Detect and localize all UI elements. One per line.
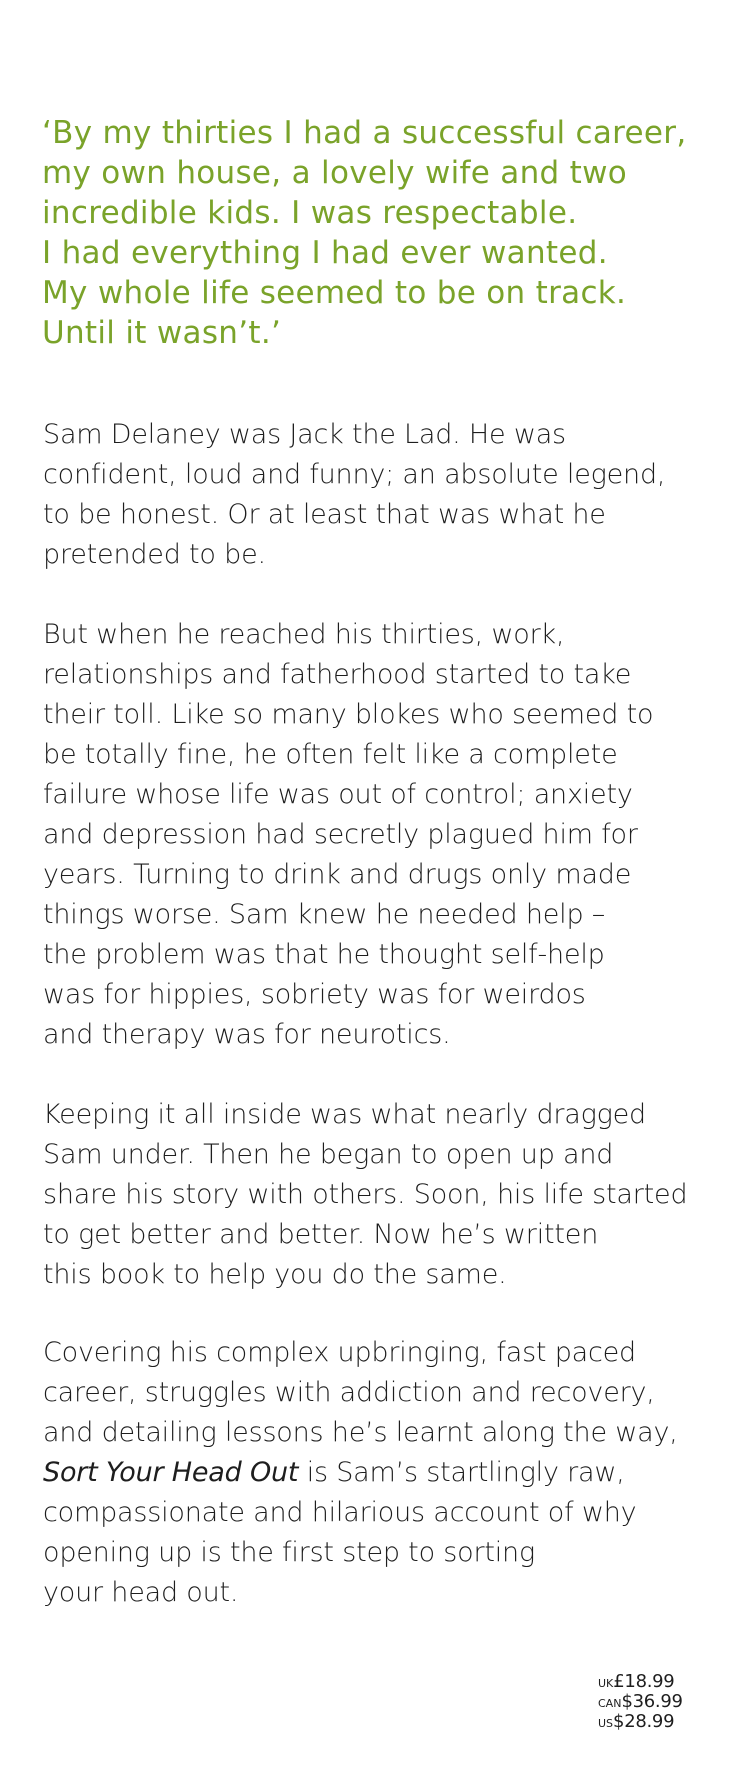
text-line: this book to help you do the same. bbox=[43, 1259, 507, 1290]
text-line: Keeping it all inside was what nearly dragged bbox=[43, 1099, 646, 1130]
text-line: their toll. Like so many blokes who seemed to bbox=[43, 699, 654, 730]
text-line: to get better and better. Now he’s written bbox=[43, 1219, 599, 1250]
text-line: share his story with others. Soon, his life started bbox=[43, 1179, 688, 1210]
pull-quote bbox=[42, 113, 722, 353]
text-line: to be honest. Or at least that was what he bbox=[43, 499, 606, 530]
blurb-paragraph-2 bbox=[43, 615, 723, 1055]
text-line: compassionate and hilarious account of why bbox=[43, 1497, 637, 1528]
quote-line: I had everything I had ever wanted. bbox=[42, 235, 608, 271]
text-line: career, struggles with addiction and recovery, bbox=[43, 1377, 655, 1408]
price-region: CAN bbox=[598, 1697, 622, 1710]
price-block bbox=[598, 1672, 683, 1732]
price-region: UK bbox=[598, 1677, 614, 1690]
text-line: relationships and fatherhood started to take bbox=[43, 659, 632, 690]
text-line: things worse. Sam knew he needed help – bbox=[43, 899, 606, 930]
text-line: Sam under. Then he began to open up and bbox=[43, 1139, 614, 1170]
text-line: and therapy was for neurotics. bbox=[43, 1019, 451, 1050]
price-amount: $28.99 bbox=[613, 1711, 675, 1732]
text-line: was for hippies, sobriety was for weirdos bbox=[43, 979, 586, 1010]
quote-line: My whole life seemed to be on track. bbox=[42, 275, 627, 311]
price-us bbox=[598, 1712, 683, 1732]
price-region: US bbox=[598, 1717, 614, 1730]
text-line: the problem was that he thought self-help bbox=[43, 939, 605, 970]
text-line: failure whose life was out of control; anxiety bbox=[43, 779, 633, 810]
text-line: years. Turning to drink and drugs only made bbox=[43, 859, 632, 890]
blurb-paragraph-4 bbox=[43, 1333, 723, 1613]
quote-line: my own house, a lovely wife and two bbox=[42, 155, 628, 191]
price-uk bbox=[598, 1672, 683, 1692]
text-line: confident, loud and funny; an absolute legend, bbox=[43, 459, 666, 490]
blurb-paragraph-3 bbox=[43, 1095, 723, 1295]
book-title: Sort Your Head Out bbox=[43, 1457, 299, 1488]
text-line: But when he reached his thirties, work, bbox=[43, 619, 565, 650]
text-line: be totally fine, he often felt like a complete bbox=[43, 739, 618, 770]
quote-line: Until it wasn’t.’ bbox=[42, 315, 282, 351]
price-can bbox=[598, 1692, 683, 1712]
price-amount: $36.99 bbox=[621, 1691, 683, 1712]
text-line: and depression had secretly plagued him for bbox=[43, 819, 638, 850]
quote-line: ‘By my thirties I had a successful career, bbox=[42, 115, 687, 151]
text-line: opening up is the first step to sorting bbox=[43, 1537, 535, 1568]
text-line: your head out. bbox=[43, 1577, 239, 1608]
text-line: Sam Delaney was Jack the Lad. He was bbox=[43, 419, 566, 450]
text-line bbox=[43, 1453, 723, 1493]
blurb-paragraph-1 bbox=[43, 415, 723, 575]
text-fragment: is Sam’s startlingly raw, bbox=[298, 1457, 625, 1488]
text-line: and detailing lessons he’s learnt along the way, bbox=[43, 1417, 678, 1448]
price-amount: £18.99 bbox=[613, 1671, 675, 1692]
text-line: Covering his complex upbringing, fast paced bbox=[43, 1337, 636, 1368]
text-line: pretended to be. bbox=[43, 539, 266, 570]
quote-line: incredible kids. I was respectable. bbox=[42, 195, 578, 231]
